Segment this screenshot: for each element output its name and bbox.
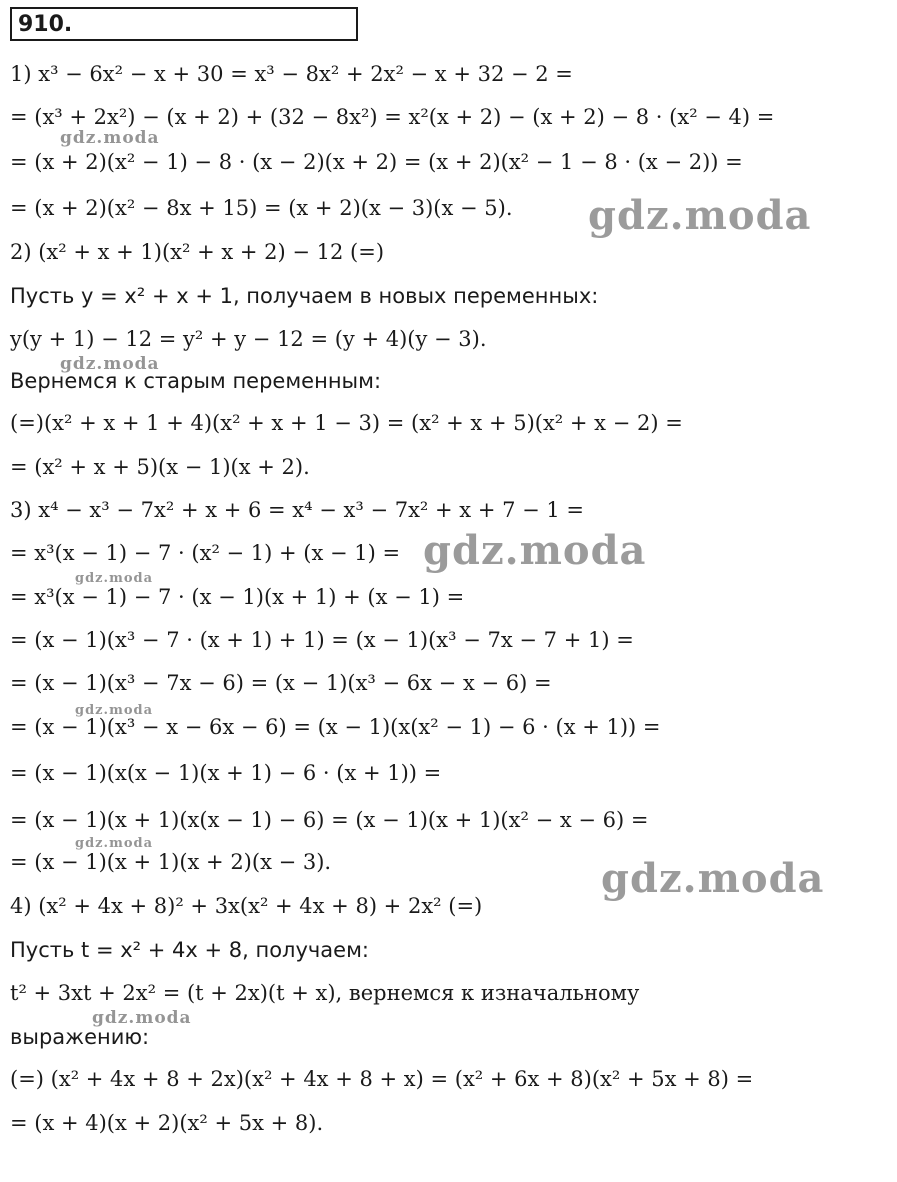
watermark: gdz.moda	[423, 527, 647, 574]
solution-line: = (x − 1)(x³ − 7 · (x + 1) + 1) = (x − 1)(x³ − 7x − 7 + 1) =	[10, 628, 634, 652]
solution-line: (=) (x² + 4x + 8 + 2x)(x² + 4x + 8 + x) = (x² + 6x + 8)(x² + 5x + 8) =	[10, 1067, 754, 1091]
watermark: gdz.moda	[588, 192, 812, 239]
watermark: gdz.moda	[75, 836, 154, 851]
solution-line: выражению:	[10, 1025, 150, 1049]
watermark: gdz.moda	[60, 128, 160, 148]
solution-line: = (x² + x + 5)(x − 1)(x + 2).	[10, 455, 310, 479]
solution-line: = (x − 1)(x + 1)(x(x − 1) − 6) = (x − 1)(x + 1)(x² − x − 6) =	[10, 808, 649, 832]
solution-line: = (x³ + 2x²) − (x + 2) + (32 − 8x²) = x²(x + 2) − (x + 2) − 8 · (x² − 4) =	[10, 105, 775, 129]
solution-line: = (x + 2)(x² − 8x + 15) = (x + 2)(x − 3)(x − 5).	[10, 196, 513, 220]
solution-line: y(y + 1) − 12 = y² + y − 12 = (y + 4)(y − 3).	[10, 327, 487, 351]
solution-line: Вернемся к старым переменным:	[10, 369, 382, 393]
solution-line: (=)(x² + x + 1 + 4)(x² + x + 1 − 3) = (x² + x + 5)(x² + x − 2) =	[10, 411, 683, 435]
solution-line: = (x + 2)(x² − 1) − 8 · (x − 2)(x + 2) = (x + 2)(x² − 1 − 8 · (x − 2)) =	[10, 150, 743, 174]
solution-line: = (x − 1)(x³ − 7x − 6) = (x − 1)(x³ − 6x − x − 6) =	[10, 671, 552, 695]
solution-line: 1) x³ − 6x² − x + 30 = x³ − 8x² + 2x² − x + 32 − 2 =	[10, 62, 573, 86]
solution-line: = (x − 1)(x + 1)(x + 2)(x − 3).	[10, 850, 332, 874]
watermark: gdz.moda	[75, 571, 154, 586]
solution-line: = x³(x − 1) − 7 · (x − 1)(x + 1) + (x − 1) =	[10, 585, 465, 609]
watermark: gdz.moda	[60, 354, 160, 374]
solution-line: 2) (x² + x + 1)(x² + x + 2) − 12 (=)	[10, 240, 385, 264]
solution-line: Пусть t = x² + 4x + 8, получаем:	[10, 938, 370, 962]
watermark: gdz.moda	[92, 1008, 192, 1028]
solution-line: 3) x⁴ − x³ − 7x² + x + 6 = x⁴ − x³ − 7x² + x + 7 − 1 =	[10, 498, 585, 522]
watermark: gdz.moda	[75, 703, 154, 718]
task-number-box	[10, 7, 358, 41]
watermark: gdz.moda	[601, 855, 825, 902]
solution-line: Пусть y = x² + x + 1, получаем в новых переменных:	[10, 284, 599, 308]
solution-line: 4) (x² + 4x + 8)² + 3x(x² + 4x + 8) + 2x² (=)	[10, 894, 483, 918]
solution-line: = x³(x − 1) − 7 · (x² − 1) + (x − 1) =	[10, 541, 401, 565]
solution-line: = (x + 4)(x + 2)(x² + 5x + 8).	[10, 1111, 324, 1135]
solution-line: = (x − 1)(x(x − 1)(x + 1) − 6 · (x + 1)) =	[10, 761, 442, 785]
solution-line: = (x − 1)(x³ − x − 6x − 6) = (x − 1)(x(x² − 1) − 6 · (x + 1)) =	[10, 715, 661, 739]
task-number: 910.	[18, 12, 73, 37]
solution-line: t² + 3xt + 2x² = (t + 2x)(t + x), вернемся к изначальному	[10, 981, 640, 1005]
